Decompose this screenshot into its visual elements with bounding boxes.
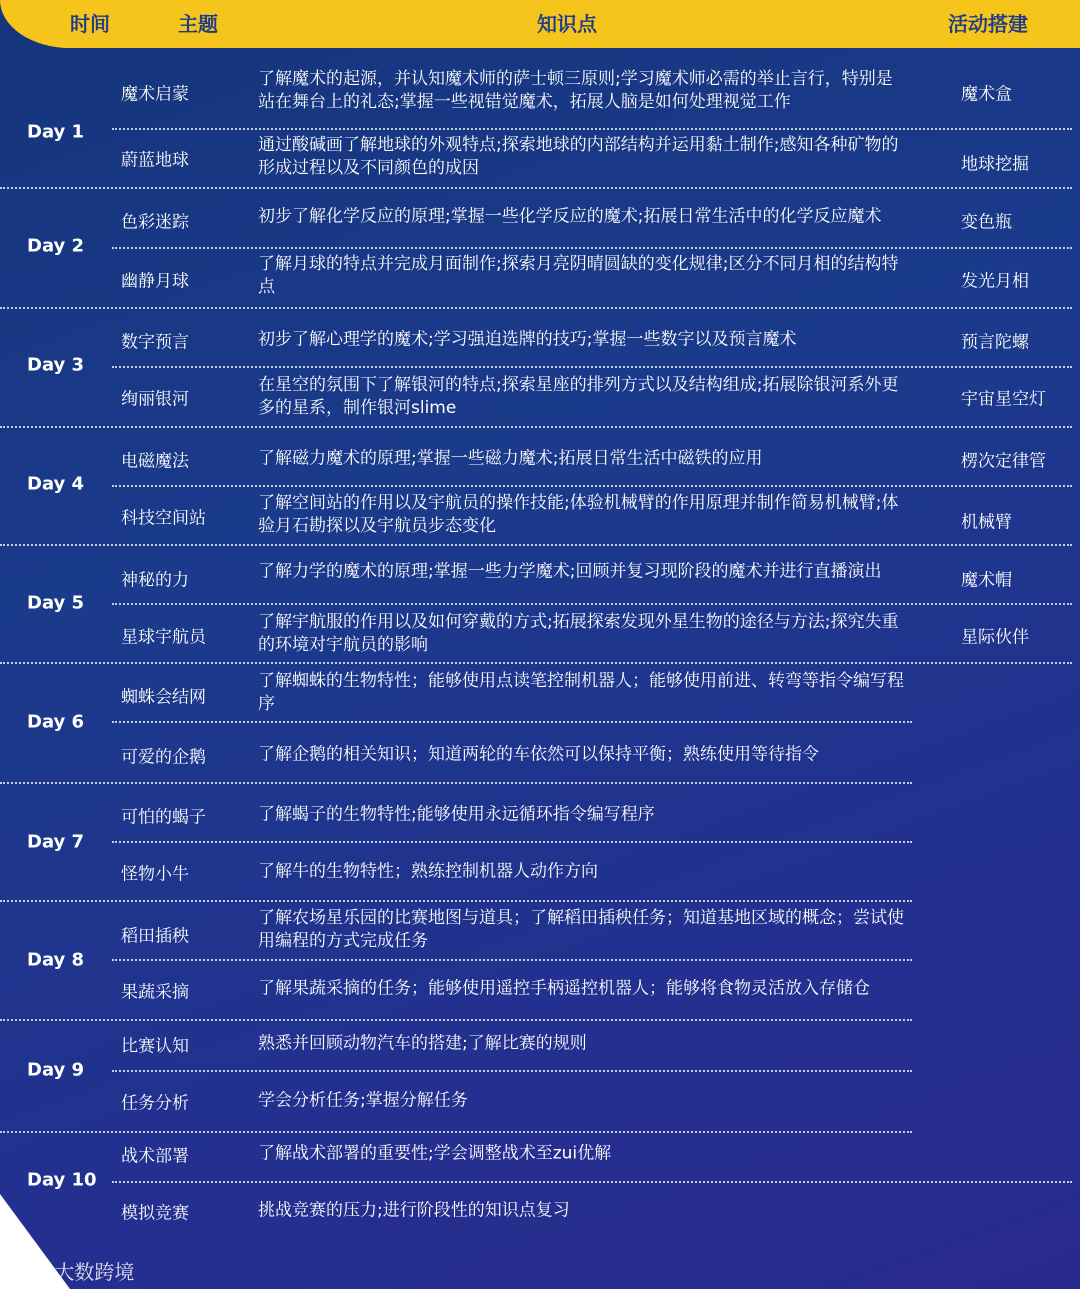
- row-divider: [112, 1181, 1072, 1183]
- day-label: Day 5: [27, 592, 85, 614]
- row-divider: [112, 485, 1072, 487]
- topic-cell: 色彩迷踪: [121, 212, 189, 233]
- topic-cell: 可怕的蝎子: [121, 807, 206, 828]
- topic-cell: 绚丽银河: [121, 389, 189, 410]
- topic-cell: 果蔬采摘: [121, 982, 189, 1003]
- topic-cell: 任务分析: [121, 1093, 189, 1114]
- day-divider: [0, 426, 1072, 428]
- day-label: Day 6: [27, 711, 85, 733]
- watermark-logo-icon: [10, 1264, 44, 1284]
- row-divider: [112, 128, 1072, 130]
- topic-cell: 比赛认知: [121, 1036, 189, 1057]
- knowledge-cell: 了解战术部署的重要性;学会调整战术至zui优解: [258, 1143, 612, 1164]
- day-label: Day 4: [27, 473, 85, 495]
- day-divider: [0, 544, 1072, 546]
- day-divider: [0, 187, 1072, 189]
- knowledge-cell: 初步了解化学反应的原理;掌握一些化学反应的魔术;拓展日常生活中的化学反应魔术: [258, 206, 882, 227]
- topic-cell: 模拟竞赛: [121, 1203, 189, 1224]
- knowledge-cell: 了解蜘蛛的生物特性；能够使用点读笔控制机器人；能够使用前进、转弯等指令编写程序: [258, 671, 904, 714]
- knowledge-cell: 了解魔术的起源，并认知魔术师的萨士顿三原则;学习魔术师必需的举止言行，特别是站在舞台上的礼态;掌握一些视错觉魔术，拓展人脑是如何处理视觉工作: [258, 69, 893, 112]
- row-divider: [112, 247, 1072, 249]
- header-topic: 主题: [178, 12, 218, 36]
- knowledge-cell: 熟悉并回顾动物汽车的搭建;了解比赛的规则: [258, 1033, 587, 1054]
- watermark-text: 大数跨境: [54, 1260, 135, 1284]
- knowledge-cell: 了解果蔬采摘的任务；能够使用遥控手柄遥控机器人；能够将食物灵活放入存储仓: [258, 978, 870, 999]
- activity-cell: 机械臂: [961, 512, 1012, 533]
- activity-cell: 预言陀螺: [961, 332, 1029, 353]
- header-knowledge: 知识点: [537, 12, 597, 36]
- knowledge-cell: 了解磁力魔术的原理;掌握一些磁力魔术;拓展日常生活中磁铁的应用: [258, 448, 763, 469]
- day-divider: [0, 662, 1072, 664]
- day-label: Day 7: [27, 831, 85, 853]
- activity-cell: 魔术盒: [961, 84, 1012, 105]
- topic-cell: 可爱的企鹅: [121, 747, 206, 768]
- knowledge-cell: 初步了解心理学的魔术;学习强迫选牌的技巧;掌握一些数字以及预言魔术: [258, 329, 797, 350]
- activity-cell: 星际伙伴: [961, 627, 1029, 648]
- row-divider: [112, 366, 1072, 368]
- day-divider: [0, 900, 912, 902]
- activity-cell: 楞次定律管: [961, 451, 1046, 472]
- knowledge-cell: 挑战竞赛的压力;进行阶段性的知识点复习: [258, 1200, 570, 1221]
- day-label: Day 8: [27, 949, 85, 971]
- day-divider: [0, 307, 1072, 309]
- day-label: Day 2: [27, 235, 85, 257]
- row-divider: [112, 959, 912, 961]
- knowledge-cell: 学会分析任务;掌握分解任务: [258, 1090, 468, 1111]
- knowledge-cell: 在星空的氛围下了解银河的特点;探索星座的排列方式以及结构组成;拓展除银河系外更多的星系，制作银河slime: [258, 375, 899, 418]
- header-time: 时间: [70, 12, 110, 36]
- activity-cell: 地球挖掘: [961, 154, 1029, 175]
- knowledge-cell: 了解空间站的作用以及宇航员的操作技能;体验机械臂的作用原理并制作简易机械臂;体验月石勘探以及宇航员步态变化: [258, 493, 899, 536]
- topic-cell: 稻田插秧: [121, 926, 189, 947]
- topic-cell: 电磁魔法: [121, 451, 189, 472]
- row-divider: [112, 721, 912, 723]
- topic-cell: 幽静月球: [121, 271, 189, 292]
- day-label: Day 10: [27, 1169, 97, 1191]
- topic-cell: 星球宇航员: [121, 627, 206, 648]
- topic-cell: 数字预言: [121, 332, 189, 353]
- knowledge-cell: 了解牛的生物特性；熟练控制机器人动作方向: [258, 861, 598, 882]
- row-divider: [112, 1070, 912, 1072]
- knowledge-cell: 通过酸碱画了解地球的外观特点;探索地球的内部结构并运用黏土制作;感知各种矿物的形成过程以及不同颜色的成因: [258, 135, 899, 178]
- row-divider: [112, 841, 912, 843]
- watermark: [10, 1256, 134, 1285]
- topic-cell: 神秘的力: [121, 570, 189, 591]
- knowledge-cell: 了解企鹅的相关知识；知道两轮的车依然可以保持平衡；熟练使用等待指令: [258, 744, 819, 765]
- topic-cell: 科技空间站: [121, 508, 206, 529]
- knowledge-cell: 了解力学的魔术的原理;掌握一些力学魔术;回顾并复习现阶段的魔术并进行直播演出: [258, 561, 882, 582]
- knowledge-cell: 了解蝎子的生物特性;能够使用永远循环指令编写程序: [258, 804, 655, 825]
- table-header: [0, 0, 1080, 48]
- activity-cell: 宇宙星空灯: [961, 389, 1046, 410]
- day-label: Day 1: [27, 121, 85, 143]
- activity-cell: 发光月相: [961, 271, 1029, 292]
- topic-cell: 蔚蓝地球: [121, 150, 189, 171]
- day-divider: [0, 1131, 912, 1133]
- topic-cell: 蜘蛛会结网: [121, 687, 206, 708]
- activity-cell: 魔术帽: [961, 570, 1012, 591]
- header-activity: 活动搭建: [948, 12, 1028, 36]
- topic-cell: 怪物小牛: [121, 864, 189, 885]
- day-divider: [0, 782, 912, 784]
- day-divider: [0, 1019, 912, 1021]
- topic-cell: 魔术启蒙: [121, 84, 189, 105]
- knowledge-cell: 了解宇航服的作用以及如何穿戴的方式;拓展探索发现外星生物的途径与方法;探究失重的环境对宇航员的影响: [258, 612, 899, 655]
- row-divider: [112, 603, 1072, 605]
- knowledge-cell: 了解月球的特点并完成月面制作;探索月亮阴晴圆缺的变化规律;区分不同月相的结构特点: [258, 254, 899, 297]
- topic-cell: 战术部署: [121, 1146, 189, 1167]
- activity-cell: 变色瓶: [961, 212, 1012, 233]
- knowledge-cell: 了解农场星乐园的比赛地图与道具；了解稻田插秧任务；知道基地区域的概念；尝试使用编程的方式完成任务: [258, 908, 904, 951]
- day-label: Day 9: [27, 1059, 85, 1081]
- day-label: Day 3: [27, 354, 85, 376]
